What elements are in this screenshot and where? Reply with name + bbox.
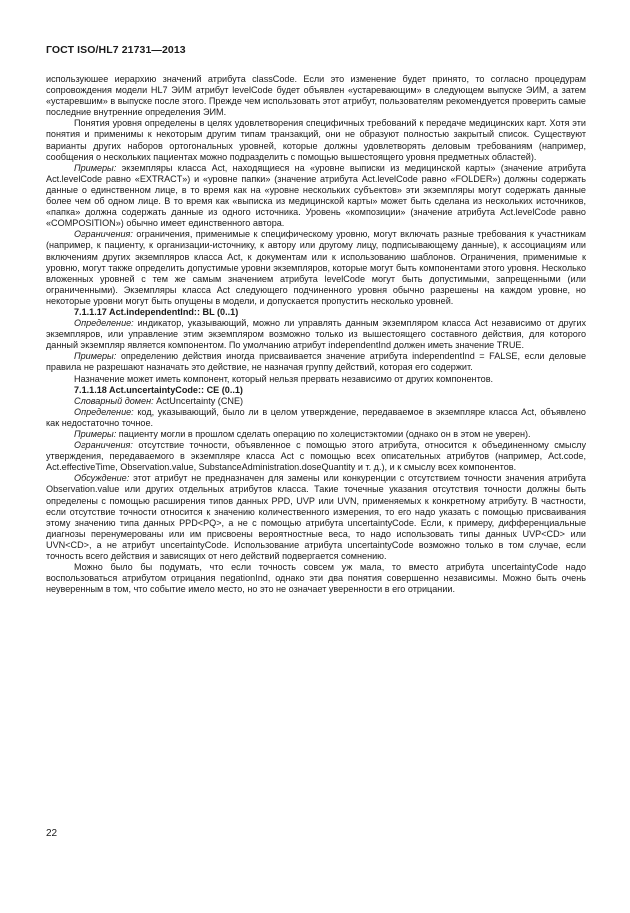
paragraph-label: Примеры:	[74, 429, 117, 439]
paragraph	[46, 229, 586, 307]
paragraph	[46, 351, 586, 373]
paragraph-text: пациенту могли в прошлом сделать операцию по холецистэктомии (однако он в этом не уверен).	[116, 429, 531, 439]
paragraph	[46, 440, 586, 473]
paragraph	[46, 407, 586, 429]
paragraph-text: ограничения, применимые к специфическому уровню, могут включать разные требования к участникам (например, к пациенту, к организации-источнику, к автору или другому лицу, подписывающему данные), к ассоциациям или включениям других экземпляров класса Act, к документам или к использованию шаблонов. Ограничения, применимые к уровню, могут также определить допустимые уровни экземпляров, которые могут быть компонентами этого уровня. Несколько вложенных уровней с тем же самым значением атрибута levelCode могут быть допустимыми, запрещенными (или ограниченными). Экземпляры класса Act следующего подчиненного уровня обычно разрешены на каждом уровне, но некоторые уровни могут быть опущены в модели, и допускается пропустить несколько уровней.	[46, 229, 586, 306]
section-heading: 7.1.1.18 Act.uncertaintyCode:: CE (0..1)	[74, 384, 243, 395]
paragraph	[46, 396, 586, 407]
paragraph-label: Ограничения:	[74, 440, 133, 451]
paragraph	[46, 163, 586, 230]
paragraph	[46, 429, 586, 440]
page-number: 22	[46, 828, 58, 839]
paragraph-label: Примеры:	[74, 162, 117, 173]
paragraph-text: этот атрибут не предназначен для замены или конкуренции с отсутствием точности значения атрибута Observation.value или других отдельных атрибутов класса. Такие точечные указания отсутствия точности должны быть определены с помощью расширения типов данных PPD, UVP или UVN, применяемых к конкретному атрибуту. В частности, если отсутствие точности относится к значению количественного измерения, то его надо указать с помощью присваивания этому значению типа данных PPD<PQ>, а не с помощью атрибута uncertaintyCode. Если, к примеру, дифференциальные диагнозы перенумерованы или им присвоены вероятностные веса, то надо использовать типы данных UVP<CD> или UVN<CD>, а не атрибут uncertaintyCode. Использование атрибута uncertaintyCode возможно только в том случае, если точность всего действия и зависящих от него действий подвергается сомнению.	[46, 473, 586, 562]
paragraph: используюшее иерархию значений атрибута classCode. Если это изменение будет принято, то согласно процедурам сопровождения модели HL7 ЭИМ атрибут levelCode будет объявлен «устаревающим» в следующем выпуске ЭИМ, а затем «устаревшим» в выпуске после этого. Прежде чем использовать этот атрибут, пользователям рекомендуется проверить самые последние внутренние определения ЭИМ.	[46, 74, 586, 118]
section-heading: 7.1.1.17 Act.independentInd:: BL (0..1)	[74, 306, 239, 317]
paragraph-text: код, указывающий, было ли в целом утверждение, передаваемое в экземпляре класса Act, объявлено как недостаточно точное.	[46, 406, 586, 428]
paragraph: Понятия уровня определены в целях удовлетворения специфичных требований к передаче медицинских карт. Хотя эти понятия и применимы к некоторым другим типам транзакций, они не образуют полностью закрытый список. Существуют варианты других наборов ортогональных уровней, которые должны удовлетворять деловым требованиям (например, сообщения о нескольких пациентах можно подразделить с помощью вышестоящего уровня предметных областей).	[46, 118, 586, 162]
paragraph-text: экземпляры класса Act, находящиеся на «уровне выписки из медицинской карты» (значение атрибута Act.levelCode равно «EXTRACT») и «уровне папки» (значение атрибута Act.levelCode равно «FOLDER») должны содержать данные о единственном лице, в то время как на «уровне нескольких субъектов» эти экземпляры могут содержать данные более чем об одном лице. В то время как «выписка из медицинской карты» может быть сделана из нескольких источников, «папка» должна содержать данные из одного источника. Уровень «композиции» (значение атрибута Act.levelCode равно «COMPOSITION») обычно имеет единственного автора.	[46, 162, 586, 229]
paragraph-text: индикатор, указывающий, можно ли управлять данным экземпляром класса Act независимо от других экземпляров, или управление этим экземпляром возможно только из вышестоящего составного действия, для которого данный экземпляр является компонентом. По умолчанию атрибут independentInd должен иметь значение TRUE.	[46, 318, 586, 351]
paragraph	[46, 318, 586, 351]
paragraph-label: Определение:	[74, 406, 134, 417]
page-header: ГОСТ ISO/HL7 21731—2013	[46, 44, 186, 56]
paragraph-label: Определение:	[74, 318, 134, 329]
paragraph-label: Словарный домен:	[74, 395, 154, 406]
paragraph: Назначение может иметь компонент, который нельзя прервать независимо от других компонентов.	[74, 373, 494, 384]
paragraph-text: отсутствие точности, объявленное с помощью этого атрибута, относится к объединенному смыслу утверждения, передаваемого в экземпляре класса Act с помощью всех описательных атрибутов (например, Act.code, Act.effectiveTime, Observation.value, SubstanceAdministration.doseQuantity и т. д.), и к смыслу всех компонентов.	[46, 440, 586, 473]
paragraph-label: Примеры:	[74, 351, 117, 362]
paragraph	[46, 473, 586, 562]
paragraph-label: Ограничения:	[74, 229, 133, 240]
paragraph-text: ActUncertainty (CNE)	[153, 395, 244, 406]
body-text	[46, 74, 586, 595]
paragraph-text: определению действия иногда присваивается значение атрибута independentInd = FALSE, если деловые правила не разрешают назначать это действие, не назначая группу действий, которая его содержит.	[46, 351, 586, 373]
paragraph: Можно было бы подумать, что если точность совсем уж мала, то вместо атрибута uncertaintyCode надо воспользоваться атрибутом отрицания negationInd, однако эти два понятия совершенно независимы. Можно быть очень неуверенным в том, что событие имело место, но это не означает уверенности в его отрицании.	[46, 562, 586, 595]
paragraph-label: Обсуждение:	[74, 473, 130, 484]
